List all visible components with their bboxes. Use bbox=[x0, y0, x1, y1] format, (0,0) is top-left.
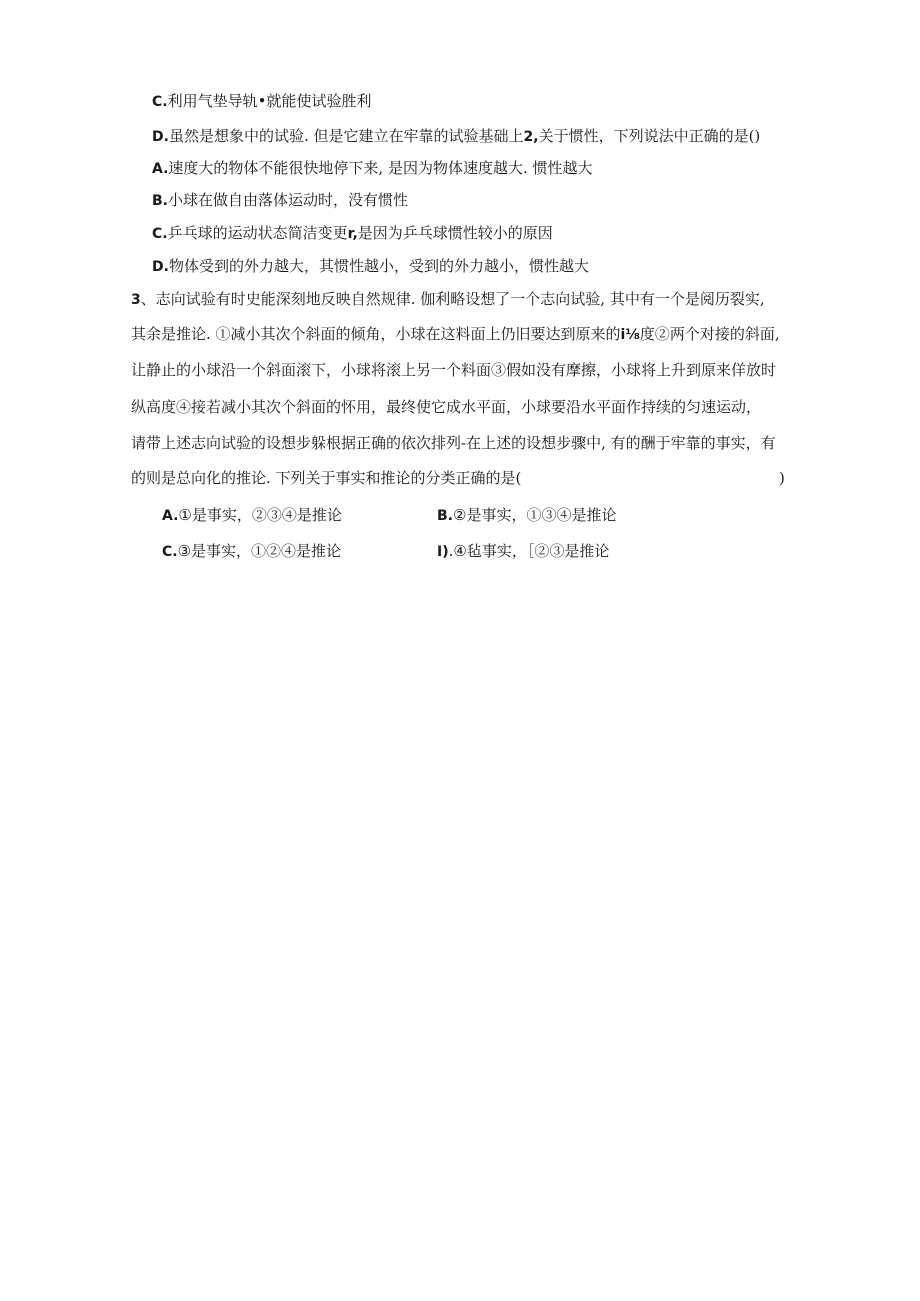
option-text: 是因为乒乓球惯性较小的原因 bbox=[357, 224, 553, 242]
stem-text: 其余是推论. ①减小其次个斜面的倾角，小球在这料面上仍旧要达到原来的 bbox=[131, 325, 621, 343]
option-text: ①是事实，②③④是推论 bbox=[178, 506, 342, 524]
q3-stem-line-6 bbox=[131, 468, 785, 488]
q2-option-d bbox=[152, 256, 589, 277]
stem-text: 、志向试验有时史能深刻地反映自然规律. 伽利略设想了一个志向试验, 其中有一个是阅历裂实, bbox=[140, 290, 765, 308]
q3-option-b bbox=[437, 505, 616, 526]
option-text-bold: r, bbox=[347, 226, 358, 242]
option-text: ②是事实，①③④是推论 bbox=[453, 506, 617, 524]
stem-text: 请带上述志向试验的设想步躲根据正确的依次排列-在上述的设想步骤中, 有的酬于牢靠的事实，有 bbox=[131, 434, 776, 452]
q3-option-c bbox=[162, 541, 341, 562]
question-number: 2, bbox=[523, 129, 539, 145]
q3-stem-line-1 bbox=[131, 289, 765, 310]
option-text: .④毡事实，［②③是推论 bbox=[448, 542, 610, 560]
q3-option-d bbox=[437, 541, 609, 562]
q3-stem-line-4 bbox=[131, 397, 761, 417]
option-letter: A. bbox=[152, 161, 169, 177]
q2-option-c bbox=[152, 223, 553, 244]
option-letter: D. bbox=[152, 259, 169, 275]
option-letter: A. bbox=[162, 508, 179, 524]
option-letter: D. bbox=[152, 129, 169, 145]
option-text: 利用气垫导轨•就能使试验胜利 bbox=[167, 92, 372, 110]
q1-option-d-and-q2-stem bbox=[152, 126, 760, 147]
stem-text: 的则是总向化的推论. 下列关于事实和推论的分类正确的是( bbox=[131, 469, 522, 487]
option-letter: B. bbox=[152, 193, 168, 209]
question-number: 3 bbox=[131, 292, 141, 308]
option-text: 物体受到的外力越大，其惯性越小，受到的外力越小，惯性越大 bbox=[168, 257, 589, 275]
q3-option-a bbox=[162, 505, 342, 526]
option-text: ③是事实，①②④是推论 bbox=[177, 542, 342, 560]
option-letter: C. bbox=[152, 226, 168, 242]
q3-stem-line-2 bbox=[131, 324, 780, 345]
option-letter: I) bbox=[437, 544, 449, 560]
option-letter: C. bbox=[162, 544, 178, 560]
stem-text: 让静止的小球沿一个斜面滚下，小球将滚上另一个料面③假如没有摩擦，小球将上升到原来佯放时 bbox=[131, 361, 777, 379]
q2-option-a bbox=[152, 158, 593, 179]
option-text: 小球在做自由落体运动时，没有惯性 bbox=[168, 191, 409, 209]
question-stem: 关于惯性，下列说法中正确的是() bbox=[538, 127, 761, 145]
option-letter: C. bbox=[152, 94, 168, 110]
option-text: 乒乓球的运动状态简洁变更 bbox=[167, 224, 348, 242]
option-letter: B. bbox=[437, 508, 453, 524]
answer-blank-close: ) bbox=[779, 469, 785, 487]
option-text: 虽然是想象中的试验. 但是它建立在牢靠的试验基础上 bbox=[168, 127, 524, 145]
q1-option-c bbox=[152, 91, 371, 112]
stem-text: 纵高度④接若减小其次个斜面的怀用，最终使它成水平面，小球要沿水平面作持续的匀速运动， bbox=[131, 398, 762, 416]
stem-text-bold: i⅛ bbox=[620, 327, 640, 343]
q3-stem-line-3 bbox=[131, 360, 776, 380]
stem-text: 度②两个对接的斜面, bbox=[639, 325, 780, 343]
q3-stem-line-5 bbox=[131, 433, 776, 453]
option-text: 速度大的物体不能很快地停下来, 是因为物体速度越大. 惯性越大 bbox=[168, 159, 593, 177]
q2-option-b bbox=[152, 190, 408, 211]
